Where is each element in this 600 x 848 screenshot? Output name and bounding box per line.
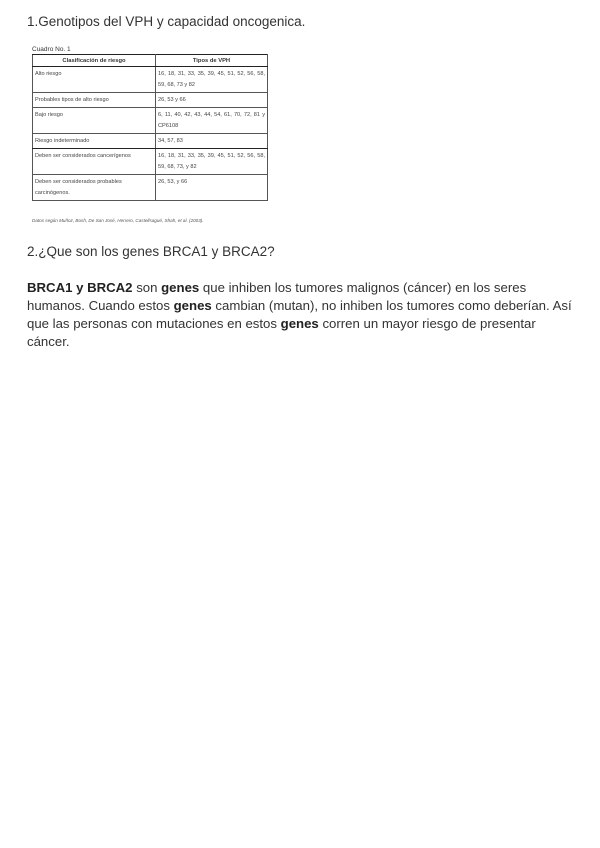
section-heading-1: 1.Genotipos del VPH y capacidad oncogenica. [27,14,306,29]
table-row [33,93,268,108]
types-cell: 34, 57, 83 [156,134,268,149]
bold-term: genes [173,298,212,313]
types-cell: 16, 18, 31, 33, 35, 39, 45, 51, 52, 56, 58, 59, 68, 73, y 82 [156,149,268,175]
section-heading-2: 2.¿Que son los genes BRCA1 y BRCA2? [27,244,275,259]
table-source: Datos según Muñoz, Bosh, De San José, Herrero, Castellsagué, Shah, et al. (2003). [32,218,204,223]
paragraph-text: son [132,280,162,295]
risk-cell: Bajo riesgo [33,108,156,134]
table-row [33,175,268,201]
hpv-risk-table [32,54,268,201]
risk-cell: Alto riesgo [33,67,156,93]
table-row [33,149,268,175]
paragraph-text: que inhiben los tumores malignos (cáncer) en los seres humanos. Cuando estos [27,280,527,313]
table-caption: Cuadro No. 1 [32,46,71,53]
table-row [33,134,268,149]
types-cell: 6, 11, 40, 42, 43, 44, 54, 61, 70, 72, 81 y CP6108 [156,108,268,134]
types-cell: 26, 53 y 66 [156,93,268,108]
bold-term: genes [280,316,319,331]
table-image [28,44,272,228]
risk-cell: Deben ser considerados cancerígenos [33,149,156,175]
column-header-risk: Clasificación de riesgo [33,55,156,67]
table-header-row [33,55,268,67]
paragraph-text: corren un mayor riesgo de presentar cáncer. [27,316,536,349]
column-header-types: Tipos de VPH [156,55,268,67]
table-row [33,67,268,93]
table-row [33,108,268,134]
risk-cell: Riesgo indeterminado [33,134,156,149]
risk-cell: Probables tipos de alto riesgo [33,93,156,108]
bold-term: genes [161,280,200,295]
types-cell: 16, 18, 31, 33, 35, 39, 45, 51, 52, 56, 58, 59, 68, 73 y 82 [156,67,268,93]
paragraph-text: cambian (mutan), no inhiben los tumores como deberían. Así que las personas con mutaciones en estos [27,298,572,331]
answer-paragraph [27,279,575,351]
risk-cell: Deben ser considerados probables carcinógenos. [33,175,156,201]
types-cell: 26, 53, y 66 [156,175,268,201]
bold-term: BRCA1 y BRCA2 [27,280,133,295]
